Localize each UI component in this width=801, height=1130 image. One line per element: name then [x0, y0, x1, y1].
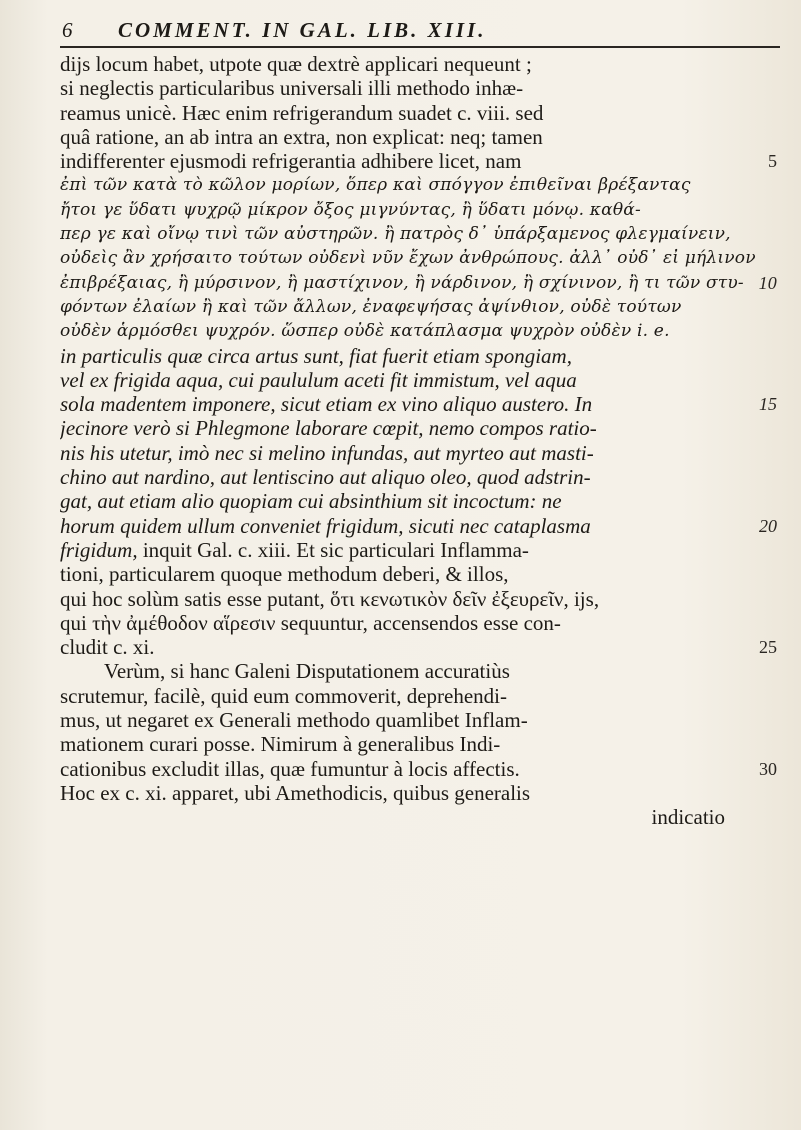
line-text: οὐδεὶς ἂν χρήσαιτο τούτων οὐδενὶ νῦν ἔχων ἀνθρώπους. ἀλλ᾽ οὐδ᾽ εἰ μήλινον — [60, 248, 756, 269]
text-line — [60, 538, 785, 562]
text-line — [60, 416, 785, 440]
line-text: in particulis quæ circa artus sunt, fiat fuerit etiam spongiam, — [60, 343, 572, 368]
text-line — [60, 684, 785, 708]
line-text: nis his utetur, imò nec si melino infundas, aut myrteo aut masti- — [60, 440, 594, 465]
line-text: οὐδὲν ἁρμόσθει ψυχρόν. ὥσπερ οὐδὲ κατάπλασμα ψυχρὸν οὐδὲν i. e. — [60, 321, 670, 342]
text-line — [60, 344, 785, 368]
line-text: vel ex frigida aqua, cui paululum aceti fit immistum, vel aqua — [60, 367, 577, 392]
line-text: quâ ratione, an ab intra an extra, non explicat: neq; tamen — [60, 124, 543, 149]
line-text: φόντων ἐλαίων ἢ καὶ τῶν ἄλλων, ἐναφεψήσας ἀψίνθιον, οὐδὲ τούτων — [60, 296, 682, 317]
line-text: tioni, particularem quoque methodum deberi, & illos, — [60, 562, 509, 587]
text-line — [60, 514, 785, 538]
line-text: si neglectis particularibus universali illi methodo inhæ- — [60, 76, 524, 101]
text-line — [60, 781, 785, 805]
text-line — [60, 319, 785, 343]
text-line — [60, 246, 785, 270]
line-number: 30 — [759, 758, 777, 779]
line-text: cationibus excludit illas, quæ fumuntur à locis affectis. — [60, 756, 520, 781]
line-text: qui hoc solùm satis esse putant, ὅτι κενωτικὸν δεῖν ἐξευρεῖν, ijs, — [60, 586, 600, 611]
text-line — [60, 295, 785, 319]
line-text: cludit c. xi. — [60, 635, 155, 660]
text-line — [60, 465, 785, 489]
text-line — [60, 76, 785, 100]
text-line — [60, 101, 785, 125]
text-line — [60, 489, 785, 513]
text-line — [60, 441, 785, 465]
italic-segment: frigidum, — [60, 537, 138, 562]
text-line — [60, 611, 785, 635]
line-text: sola madentem imponere, sicut etiam ex vino aliquo austero. In — [60, 392, 593, 417]
line-text: ἐπὶ τῶν κατὰ τὸ κῶλον μορίων, ὅπερ καὶ σπόγγον ἐπιθεῖναι βρέξαντας — [60, 175, 691, 196]
text-line — [60, 392, 785, 416]
line-text: mationem curari posse. Nimirum à generalibus Indi- — [60, 732, 501, 757]
line-text: scrutemur, facilè, quid eum commoverit, deprehendi- — [60, 683, 507, 708]
page-number: 6 — [62, 18, 76, 42]
text-line — [60, 368, 785, 392]
text-line — [60, 562, 785, 586]
line-text: Hoc ex c. xi. apparet, ubi Amethodicis, quibus generalis — [60, 780, 531, 805]
page-header — [60, 8, 780, 50]
text-line — [60, 659, 785, 683]
line-text: jecinore verò si Phlegmone laborare cœpit, nemo compos ratio- — [60, 416, 597, 441]
text-line — [60, 198, 785, 222]
line-number: 10 — [758, 272, 777, 293]
text-line — [60, 173, 785, 197]
line-text: ἐπιβρέξαιας, ἢ μύρσινον, ἢ μαστίχινον, ἢ νάρδινον, ἢ σχίνινον, ἢ τι τῶν στυ- — [60, 272, 744, 293]
text-block — [60, 52, 785, 830]
line-text: ἤτοι γε ὕδατι ψυχρῷ μίκρον ὄξος μιγνύντας, ἢ ὕδατι μόνῳ. καθά- — [60, 199, 641, 220]
line-number: 5 — [768, 151, 777, 172]
text-line — [60, 125, 785, 149]
text-line — [60, 52, 785, 76]
line-number: 15 — [759, 394, 777, 415]
line-number: 20 — [759, 515, 777, 536]
text-line — [60, 271, 785, 295]
catchword: indicatio — [651, 805, 725, 830]
line-text: gat, aut etiam alio quopiam cui absinthium sit incoctum: ne — [60, 489, 562, 514]
line-text: indifferenter ejusmodi refrigerantia adhibere licet, nam — [60, 149, 522, 174]
roman-segment: inquit Gal. c. xiii. Et sic particulari Inflamma- — [137, 537, 529, 562]
header-rule — [60, 46, 780, 48]
text-line — [60, 708, 785, 732]
line-text: chino aut nardino, aut lentiscino aut aliquo oleo, quod adstrin- — [60, 465, 591, 490]
text-line — [60, 222, 785, 246]
text-line — [60, 757, 785, 781]
line-text: dijs locum habet, utpote quæ dextrè applicari nequeunt ; — [60, 52, 532, 76]
line-number: 25 — [759, 637, 777, 658]
running-title: COMMENT. IN GAL. LIB. XIII. — [118, 18, 487, 42]
line-text: horum quidem ullum conveniet frigidum, sicuti nec cataplasma — [60, 513, 591, 538]
text-line — [60, 635, 785, 659]
line-text: περ γε καὶ οἴνῳ τινὶ τῶν αὐστηρῶν. ἢ πατρὸς δ᾽ ὑπάρξαμενος φλεγμαίνειν, — [60, 224, 731, 245]
line-text: mus, ut negaret ex Generali methodo quamlibet Inflam- — [60, 708, 528, 733]
line-text: reamus unicè. Hæc enim refrigerandum suadet c. viii. sed — [60, 100, 544, 125]
text-line — [60, 149, 785, 173]
text-line — [60, 732, 785, 756]
text-line — [60, 587, 785, 611]
line-text: Verùm, si hanc Galeni Disputationem accuratiùs — [104, 659, 510, 684]
line-text: qui τὴν ἀμέθοδον αἵρεσιν sequuntur, accensendos esse con- — [60, 610, 561, 635]
